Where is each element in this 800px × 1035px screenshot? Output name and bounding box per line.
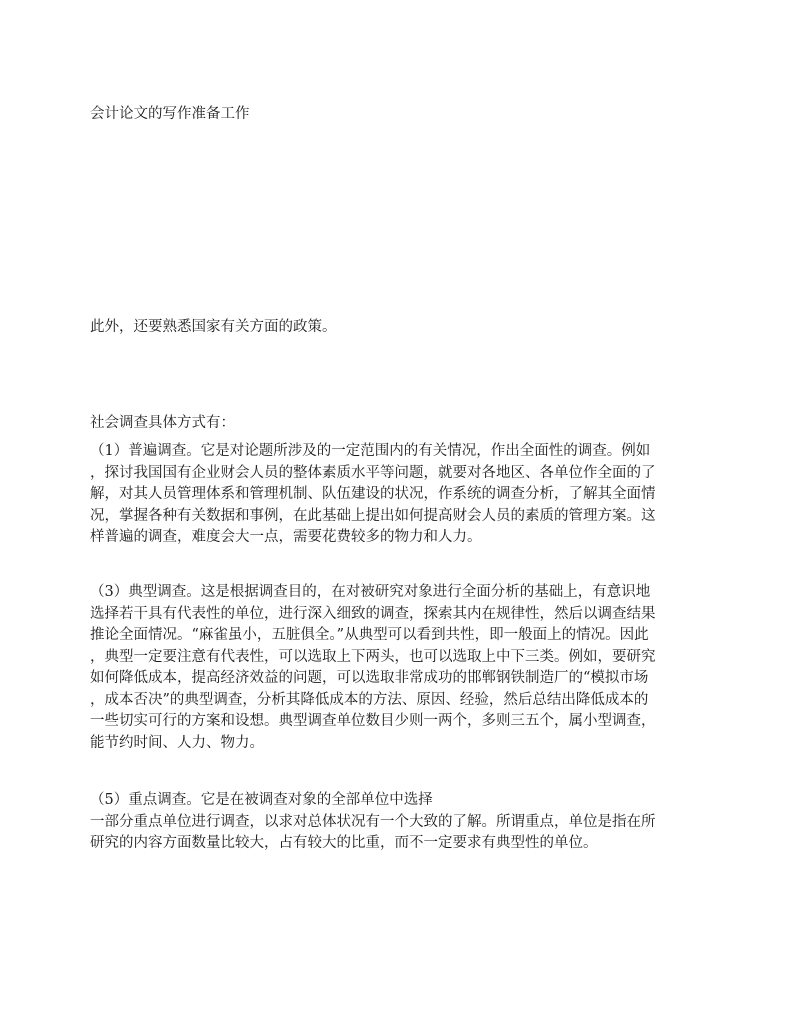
paragraph-survey-methods-intro: 社会调查具体方式有：	[90, 415, 235, 431]
document-title: 会计论文的写作准备工作	[90, 106, 250, 122]
paragraph-key-survey: （5）重点调查。它是在被调查对象的全部单位中选择 一部分重点单位进行调查，以求对总体状况有一个大致的了解。所谓重点，单位是指在所 研究的内容方面数量比较大，占有较大的比重，而不一定要求有典型性的单位。	[90, 792, 656, 851]
paragraph-policy: 此外，还要熟悉国家有关方面的政策。	[90, 319, 337, 335]
paragraph-general-survey: （1）普遍调查。它是对论题所涉及的一定范围内的有关情况，作出全面性的调查。例如 ，探讨我国国有企业财会人员的整体素质水平等问题，就要对各地区、各单位作全面的了 解，对其人员管理体系和管理机制、队伍建设的状况，作系统的调查分析，了解其全面情 况，掌握各种有关数据和事例，在此基础上提出如何提高财会人员的素质的管理方案。这 样普遍的调查，难度会大一点，需要花费较多的物力和人力。	[90, 443, 656, 545]
paragraph-typical-survey: （3）典型调查。这是根据调查目的，在对被研究对象进行全面分析的基础上，有意识地 选择若干具有代表性的单位，进行深入细致的调查，探索其内在规律性，然后以调查结果 推论全面情况。“麻雀虽小，五脏俱全。”从典型可以看到共性，即一般面上的情况。因此 ，典型一定要注意有代表性，可以选取上下两头，也可以选取上中下三类。例如，要研究 如何降低成本，提高经济效益的问题，可以选取非常成功的邯郸钢铁制造厂的“模拟市场 ，成本否决”的典型调查，分析其降低成本的方法、原因、经验，然后总结出降低成本的 一些切实可行的方案和设想。典型调查单位数目少则一两个，多则三五个，属小型调查， 能节约时间、人力、物力。	[90, 584, 656, 751]
